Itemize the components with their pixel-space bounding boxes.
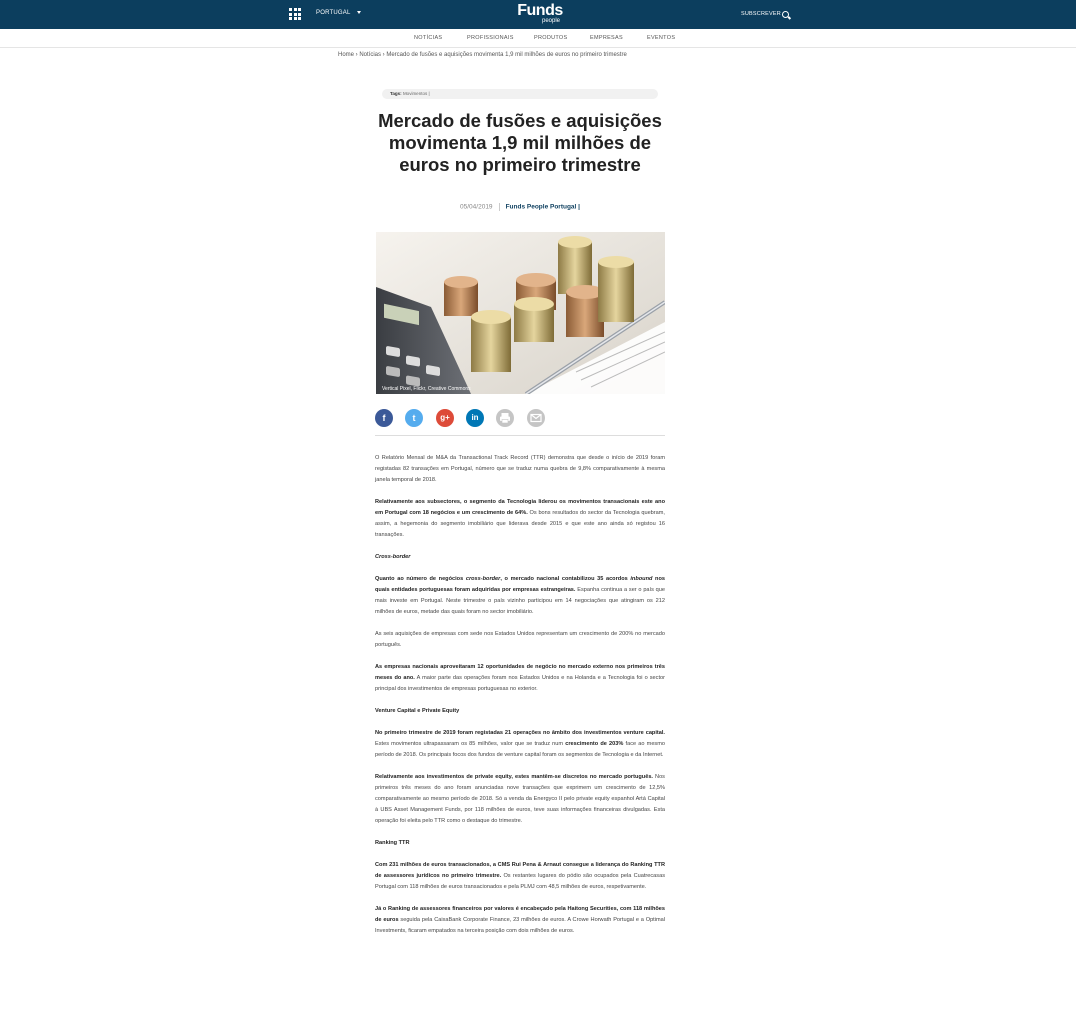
tags-label: Tags: <box>390 91 402 96</box>
paragraph-bold: Com 231 milhões de euros transacionados, a CMS Rui Pena & Arnaut consegue a liderança do Ranking TTR de assessores jurídicos no primeiro trimestre. <box>375 862 665 879</box>
email-button[interactable] <box>527 409 545 427</box>
site-logo[interactable] <box>505 3 575 27</box>
paragraph <box>375 662 665 695</box>
paragraph-text: Espanha continua a ser o país que mais investe em Portugal. Neste trimestre o país vizinho participou em 14 negociações que atingiram os 212 milhões de euros, metade das quais foram no sector imobiliário. <box>375 587 665 615</box>
paragraph-text: seguida pela CaixaBank Corporate Finance, 23 milhões de euros. A Crowe Horwath Portugal e a Optimal Investments, ficaram empatados na terceira posição com dois milhões de euros. <box>375 917 665 934</box>
region-label: PORTUGAL <box>316 10 351 16</box>
breadcrumb[interactable]: Home › Notícias › Mercado de fusões e aquisições movimenta 1,9 mil milhões de euros no primeiro trimestre <box>338 52 627 58</box>
googleplus-icon: g+ <box>440 413 450 422</box>
twitter-share-button[interactable] <box>405 409 423 427</box>
paragraph-italic: cross-border <box>465 576 501 582</box>
paragraph-text: Estes movimentos ultrapassaram os 85 milhões, valor que se traduz num <box>375 741 566 747</box>
article-title: Mercado de fusões e aquisições movimenta 1,9 mil milhões de euros no primeiro trimestre <box>378 110 662 175</box>
twitter-icon: t <box>412 413 416 423</box>
paragraph-text: Os bons resultados do sector da Tecnologia quebram, assim, a hegemonia do segmento imobiliário que liderava desde 2015 e que este ano ainda só registou 16 transações. <box>375 510 665 538</box>
subscribe-link[interactable]: SUBSCREVER <box>741 11 781 17</box>
paragraph-bold: No primeiro trimestre de 2019 foram registadas 21 operações no âmbito dos investimentos venture capital. <box>375 730 665 736</box>
linkedin-icon: in <box>471 413 479 422</box>
linkedin-share-button[interactable] <box>466 409 484 427</box>
main-nav <box>0 29 1076 48</box>
paragraph-bold: Relativamente aos investimentos de private equity, estes mantêm-se discretos no mercado português. <box>375 774 653 780</box>
paragraph <box>375 904 665 937</box>
heading-text: Cross-border <box>375 554 411 560</box>
paragraph-text: face ao mesmo período de 2018. Os principais focos dos fundos de venture capital foram os segmentos de Tecnologia e da Internet. <box>375 741 666 758</box>
paragraph-text: O Relatório Mensal de M&A da Transactional Track Record (TTR) demonstra que desde o início de 2019 foram registadas 82 transações em Portugal, número que se traduz numa quebra de 9,8% comparativamente à mesma janela temporal de 2018. <box>375 455 665 483</box>
printer-icon <box>496 409 514 427</box>
facebook-share-button[interactable] <box>375 409 393 427</box>
logo-sub: people <box>541 18 561 24</box>
caret-down-icon <box>357 11 361 14</box>
article-body <box>375 453 665 948</box>
top-header <box>0 0 1076 29</box>
paragraph-bold: , o mercado nacional contabilizou 35 acordos <box>500 576 631 582</box>
meta-divider <box>499 203 500 211</box>
paragraph <box>375 728 665 761</box>
section-heading-ranking: Ranking TTR <box>375 840 410 846</box>
paragraph <box>375 497 665 541</box>
paragraph-bold: Relativamente aos subsectores, o segmento da Tecnologia liderou os movimentos transacionais este ano em Portugal com 18 negócios e um crescimento de 64%. <box>375 499 665 516</box>
paragraph <box>375 453 665 486</box>
paragraph <box>375 860 665 893</box>
paragraph-text: As seis aquisições de empresas com sede nos Estados Unidos representam um crescimento de 200% no mercado português. <box>375 631 665 648</box>
paragraph <box>375 574 665 618</box>
paragraph-text: Nos primeiros três meses do ano foram anunciadas nove transações que exprimem um crescimento de 12,5% comparativamente ao mesmo período de 2018. Só a venda da Energyco II pelo private equity espanhol Artá Capital à UBS Asset Management Funds, por 118 milhões de euros, teve suas informações financeiras divulgadas. Esta operação foi eleita pelo TTR como o destaque do trimestre. <box>375 774 665 824</box>
paragraph-bold: crescimento de 203% <box>565 741 624 747</box>
image-caption: Vertical Pixel, Flickr, Creative Commons <box>382 386 471 392</box>
nav-item-profissionais[interactable]: PROFISSIONAIS <box>467 35 514 41</box>
print-button[interactable] <box>496 409 514 427</box>
paragraph-bold: Já o Ranking de assessores financeiros por valores é encabeçado pela Haitong Securities, com 118 milhões de euros <box>375 906 665 923</box>
section-heading-venture-capital: Venture Capital e Private Equity <box>375 708 460 714</box>
paragraph-text: A maior parte das operações foram nos Estados Unidos e na Holanda e a Tecnologia foi o sector principal dos investimentos de empresas portuguesas no exterior. <box>375 675 665 692</box>
nav-item-eventos[interactable]: EVENTOS <box>647 35 676 41</box>
paragraph-italic: inbound <box>630 576 653 582</box>
share-bar <box>375 409 665 436</box>
region-selector[interactable] <box>316 10 361 16</box>
facebook-icon: f <box>382 413 386 423</box>
paragraph-bold: Quanto ao número de negócios <box>375 576 466 582</box>
paragraph-text: Os restantes lugares do pódio são ocupados pela Cuatrecasas Portugal com 118 milhões de euros transacionados e pela PLMJ com 48,5 milhões de euros, respetivamente. <box>375 873 666 890</box>
tag-link[interactable]: Movimentos | <box>402 91 430 96</box>
googleplus-share-button[interactable] <box>436 409 454 427</box>
coins-calculator-illustration <box>376 232 665 394</box>
nav-item-produtos[interactable]: PRODUTOS <box>534 35 568 41</box>
section-heading-cross-border <box>375 552 665 563</box>
paragraph-bold: As empresas nacionais aproveitaram 12 oportunidades de negócio no mercado externo nos primeiros três meses do ano. <box>375 664 665 681</box>
nav-item-noticias[interactable]: NOTÍCIAS <box>414 35 443 41</box>
paragraph <box>375 629 665 651</box>
search-icon[interactable] <box>782 11 789 18</box>
logo-main: Funds <box>517 2 563 19</box>
apps-grid-icon[interactable] <box>289 8 301 20</box>
article-author[interactable]: Funds People Portugal | <box>505 203 580 211</box>
article-meta <box>376 203 664 211</box>
nav-item-empresas[interactable]: EMPRESAS <box>590 35 623 41</box>
paragraph-bold: nos quais entidades portuguesas foram adquiridas por empresas estrangeiras. <box>375 576 665 593</box>
paragraph <box>375 772 665 827</box>
article-date: 05/04/2019 <box>460 203 493 211</box>
envelope-icon <box>527 409 545 427</box>
tags-bar <box>382 89 658 99</box>
article-image <box>376 232 665 394</box>
